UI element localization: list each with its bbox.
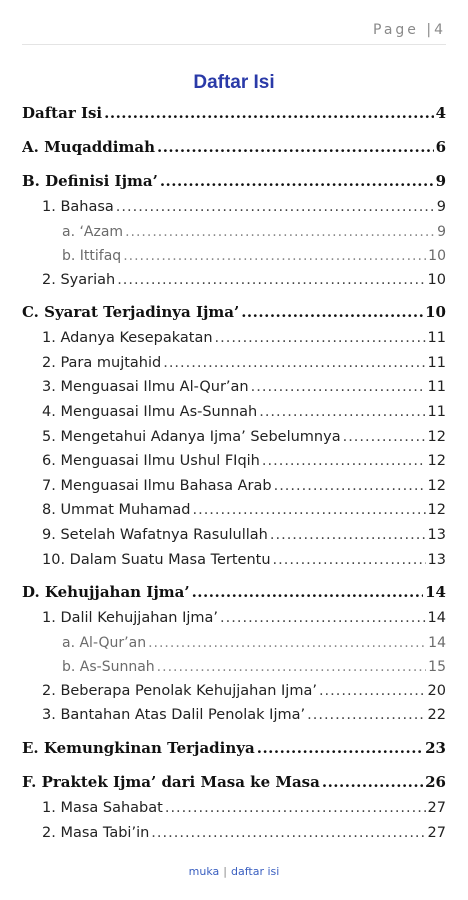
toc-entry-page-number: 14 xyxy=(427,610,446,627)
dot-leader xyxy=(116,199,435,215)
toc-entry[interactable] xyxy=(22,502,446,527)
toc-entry-page-number: 26 xyxy=(425,772,446,791)
toc-entry-label: 5. Mengetahui Adanya Ijma’ Sebelumnya xyxy=(42,428,341,445)
dot-leader xyxy=(257,739,423,757)
toc-entry-label: B. Definisi Ijma’ xyxy=(22,172,158,190)
header-divider xyxy=(22,44,446,45)
toc-entry[interactable] xyxy=(22,800,446,825)
toc-entry[interactable] xyxy=(22,248,446,272)
toc-entry-page-number: 12 xyxy=(427,502,446,519)
footer-separator: | xyxy=(223,865,227,878)
toc-entry-label: D. Kehujjahan Ijma’ xyxy=(22,583,190,602)
toc-entry-page-number: 9 xyxy=(437,223,446,240)
toc-entry-page-number: 15 xyxy=(428,658,446,675)
toc-entry-label: 1. Bahasa xyxy=(42,199,114,215)
toc-entry[interactable] xyxy=(22,172,446,199)
toc-entry-label: 2. Syariah xyxy=(42,271,116,288)
page-number-header: Page |4 xyxy=(373,22,446,38)
toc-entry-label: 3. Menguasai Ilmu Al-Qur’an xyxy=(42,379,249,396)
toc-entry-label: 1. Dalil Kehujjahan Ijma’ xyxy=(42,610,219,627)
toc-entry[interactable] xyxy=(22,527,446,552)
dot-leader xyxy=(343,429,426,445)
toc-entry[interactable] xyxy=(22,199,446,224)
toc-entry-page-number: 23 xyxy=(425,738,446,757)
dot-leader xyxy=(192,502,425,518)
toc-entry-label: 2. Beberapa Penolak Kehujjahan Ijma’ xyxy=(42,682,317,699)
toc-entry-label: 10. Dalam Suatu Masa Tertentu xyxy=(42,551,271,568)
toc-entry[interactable] xyxy=(22,272,446,297)
dot-leader xyxy=(157,138,434,156)
toc-entry-label: 4. Menguasai Ilmu As-Sunnah xyxy=(42,403,258,420)
toc-entry-label: C. Syarat Terjadinya Ijma’ xyxy=(22,303,240,322)
toc-entry[interactable] xyxy=(22,583,446,610)
toc-entry-page-number: 27 xyxy=(427,799,446,816)
toc-entry[interactable] xyxy=(22,330,446,355)
dot-leader xyxy=(151,825,425,841)
toc-entry-page-number: 9 xyxy=(435,172,446,190)
dot-leader xyxy=(319,683,426,699)
toc-entry[interactable] xyxy=(22,552,446,577)
toc-entry[interactable] xyxy=(22,138,446,165)
dot-leader xyxy=(148,635,426,651)
toc-link[interactable]: daftar isi xyxy=(231,865,280,878)
toc-entry[interactable] xyxy=(22,379,446,404)
dot-leader xyxy=(273,552,426,568)
toc-entry-label: E. Kemungkinan Terjadinya xyxy=(22,738,255,757)
dot-leader xyxy=(307,707,425,723)
toc-entry-label: 6. Menguasai Ilmu Ushul FIqih xyxy=(42,453,260,470)
dot-leader xyxy=(117,272,425,288)
dot-leader xyxy=(262,453,426,469)
dot-leader xyxy=(104,104,433,122)
toc-entry-page-number: 20 xyxy=(427,682,446,699)
toc-entry-page-number: 27 xyxy=(427,824,446,841)
dot-leader xyxy=(251,379,426,395)
toc-entry-label: a. Al-Qur’an xyxy=(62,634,147,651)
toc-entry-page-number: 6 xyxy=(435,138,446,156)
toc-entry[interactable] xyxy=(22,355,446,380)
toc-entry[interactable] xyxy=(22,429,446,454)
toc-entry[interactable] xyxy=(22,825,446,850)
toc-entry-page-number: 13 xyxy=(427,526,446,543)
toc-entry-label: 2. Masa Tabi’in xyxy=(42,824,150,841)
toc-entry[interactable] xyxy=(22,707,446,732)
toc-entry-label: A. Muqaddimah xyxy=(22,138,155,156)
toc-title: Daftar Isi xyxy=(193,72,275,93)
toc-entry-page-number: 12 xyxy=(427,453,446,470)
dot-leader xyxy=(165,800,426,816)
toc-entry-page-number: 4 xyxy=(435,104,446,122)
dot-leader xyxy=(125,224,435,240)
toc-entry-page-number: 11 xyxy=(427,354,446,371)
toc-entry-label: 7. Menguasai Ilmu Bahasa Arab xyxy=(42,477,272,494)
footer-nav xyxy=(0,865,468,878)
toc-entry-label: 1. Masa Sahabat xyxy=(42,799,163,816)
toc-entry[interactable] xyxy=(22,104,446,131)
dot-leader xyxy=(241,303,423,321)
toc-entry-label: b. As-Sunnah xyxy=(62,658,155,675)
dot-leader xyxy=(163,355,425,371)
dot-leader xyxy=(259,404,425,420)
toc-entry[interactable] xyxy=(22,659,446,683)
toc-entry[interactable] xyxy=(22,683,446,708)
dot-leader xyxy=(123,248,426,264)
toc-entry-page-number: 11 xyxy=(427,330,446,347)
dot-leader xyxy=(192,583,424,601)
dot-leader xyxy=(157,659,427,675)
toc-entry[interactable] xyxy=(22,224,446,248)
toc-entry-label: 8. Ummat Muhamad xyxy=(42,502,191,519)
toc-entry[interactable] xyxy=(22,453,446,478)
toc-entry-label: 2. Para mujtahid xyxy=(42,354,162,371)
toc-entry[interactable] xyxy=(22,404,446,429)
toc-entry-page-number: 22 xyxy=(427,707,446,724)
toc-entry[interactable] xyxy=(22,478,446,503)
toc-entry-label: a. ‘Azam xyxy=(62,223,124,240)
dot-leader xyxy=(220,610,426,626)
toc-entry[interactable] xyxy=(22,773,446,800)
toc-entry-page-number: 12 xyxy=(427,428,446,445)
toc-entry-page-number: 11 xyxy=(427,379,446,396)
toc-entry-page-number: 14 xyxy=(428,634,446,651)
dot-leader xyxy=(270,527,426,543)
toc-entry[interactable] xyxy=(22,635,446,659)
toc-entry-page-number: 9 xyxy=(436,199,446,215)
toc-entry-label: 1. Adanya Kesepakatan xyxy=(42,330,213,347)
toc-entry[interactable] xyxy=(22,739,446,766)
toc-entry-page-number: 10 xyxy=(427,271,446,288)
toc-entry-page-number: 12 xyxy=(427,477,446,494)
toc-entry-label: F. Praktek Ijma’ dari Masa ke Masa xyxy=(22,772,320,791)
toc-entry-label: Daftar Isi xyxy=(22,104,103,122)
toc-entry-label: 3. Bantahan Atas Dalil Penolak Ijma’ xyxy=(42,707,306,724)
dot-leader xyxy=(160,172,434,190)
dot-leader xyxy=(215,330,426,346)
toc-entry[interactable] xyxy=(22,610,446,635)
toc-entry-label: b. Ittifaq xyxy=(62,247,122,264)
toc-entry-page-number: 13 xyxy=(427,551,446,568)
toc-entry-page-number: 11 xyxy=(427,403,446,420)
toc-entry-label: 9. Setelah Wafatnya Rasulullah xyxy=(42,526,268,543)
toc-entry-page-number: 10 xyxy=(425,303,446,322)
toc-entry-page-number: 10 xyxy=(428,247,446,264)
dot-leader xyxy=(274,478,426,494)
home-link[interactable]: muka xyxy=(188,865,220,878)
table-of-contents xyxy=(22,104,446,849)
dot-leader xyxy=(322,773,423,791)
toc-entry[interactable] xyxy=(22,303,446,330)
toc-entry-page-number: 14 xyxy=(425,583,446,602)
